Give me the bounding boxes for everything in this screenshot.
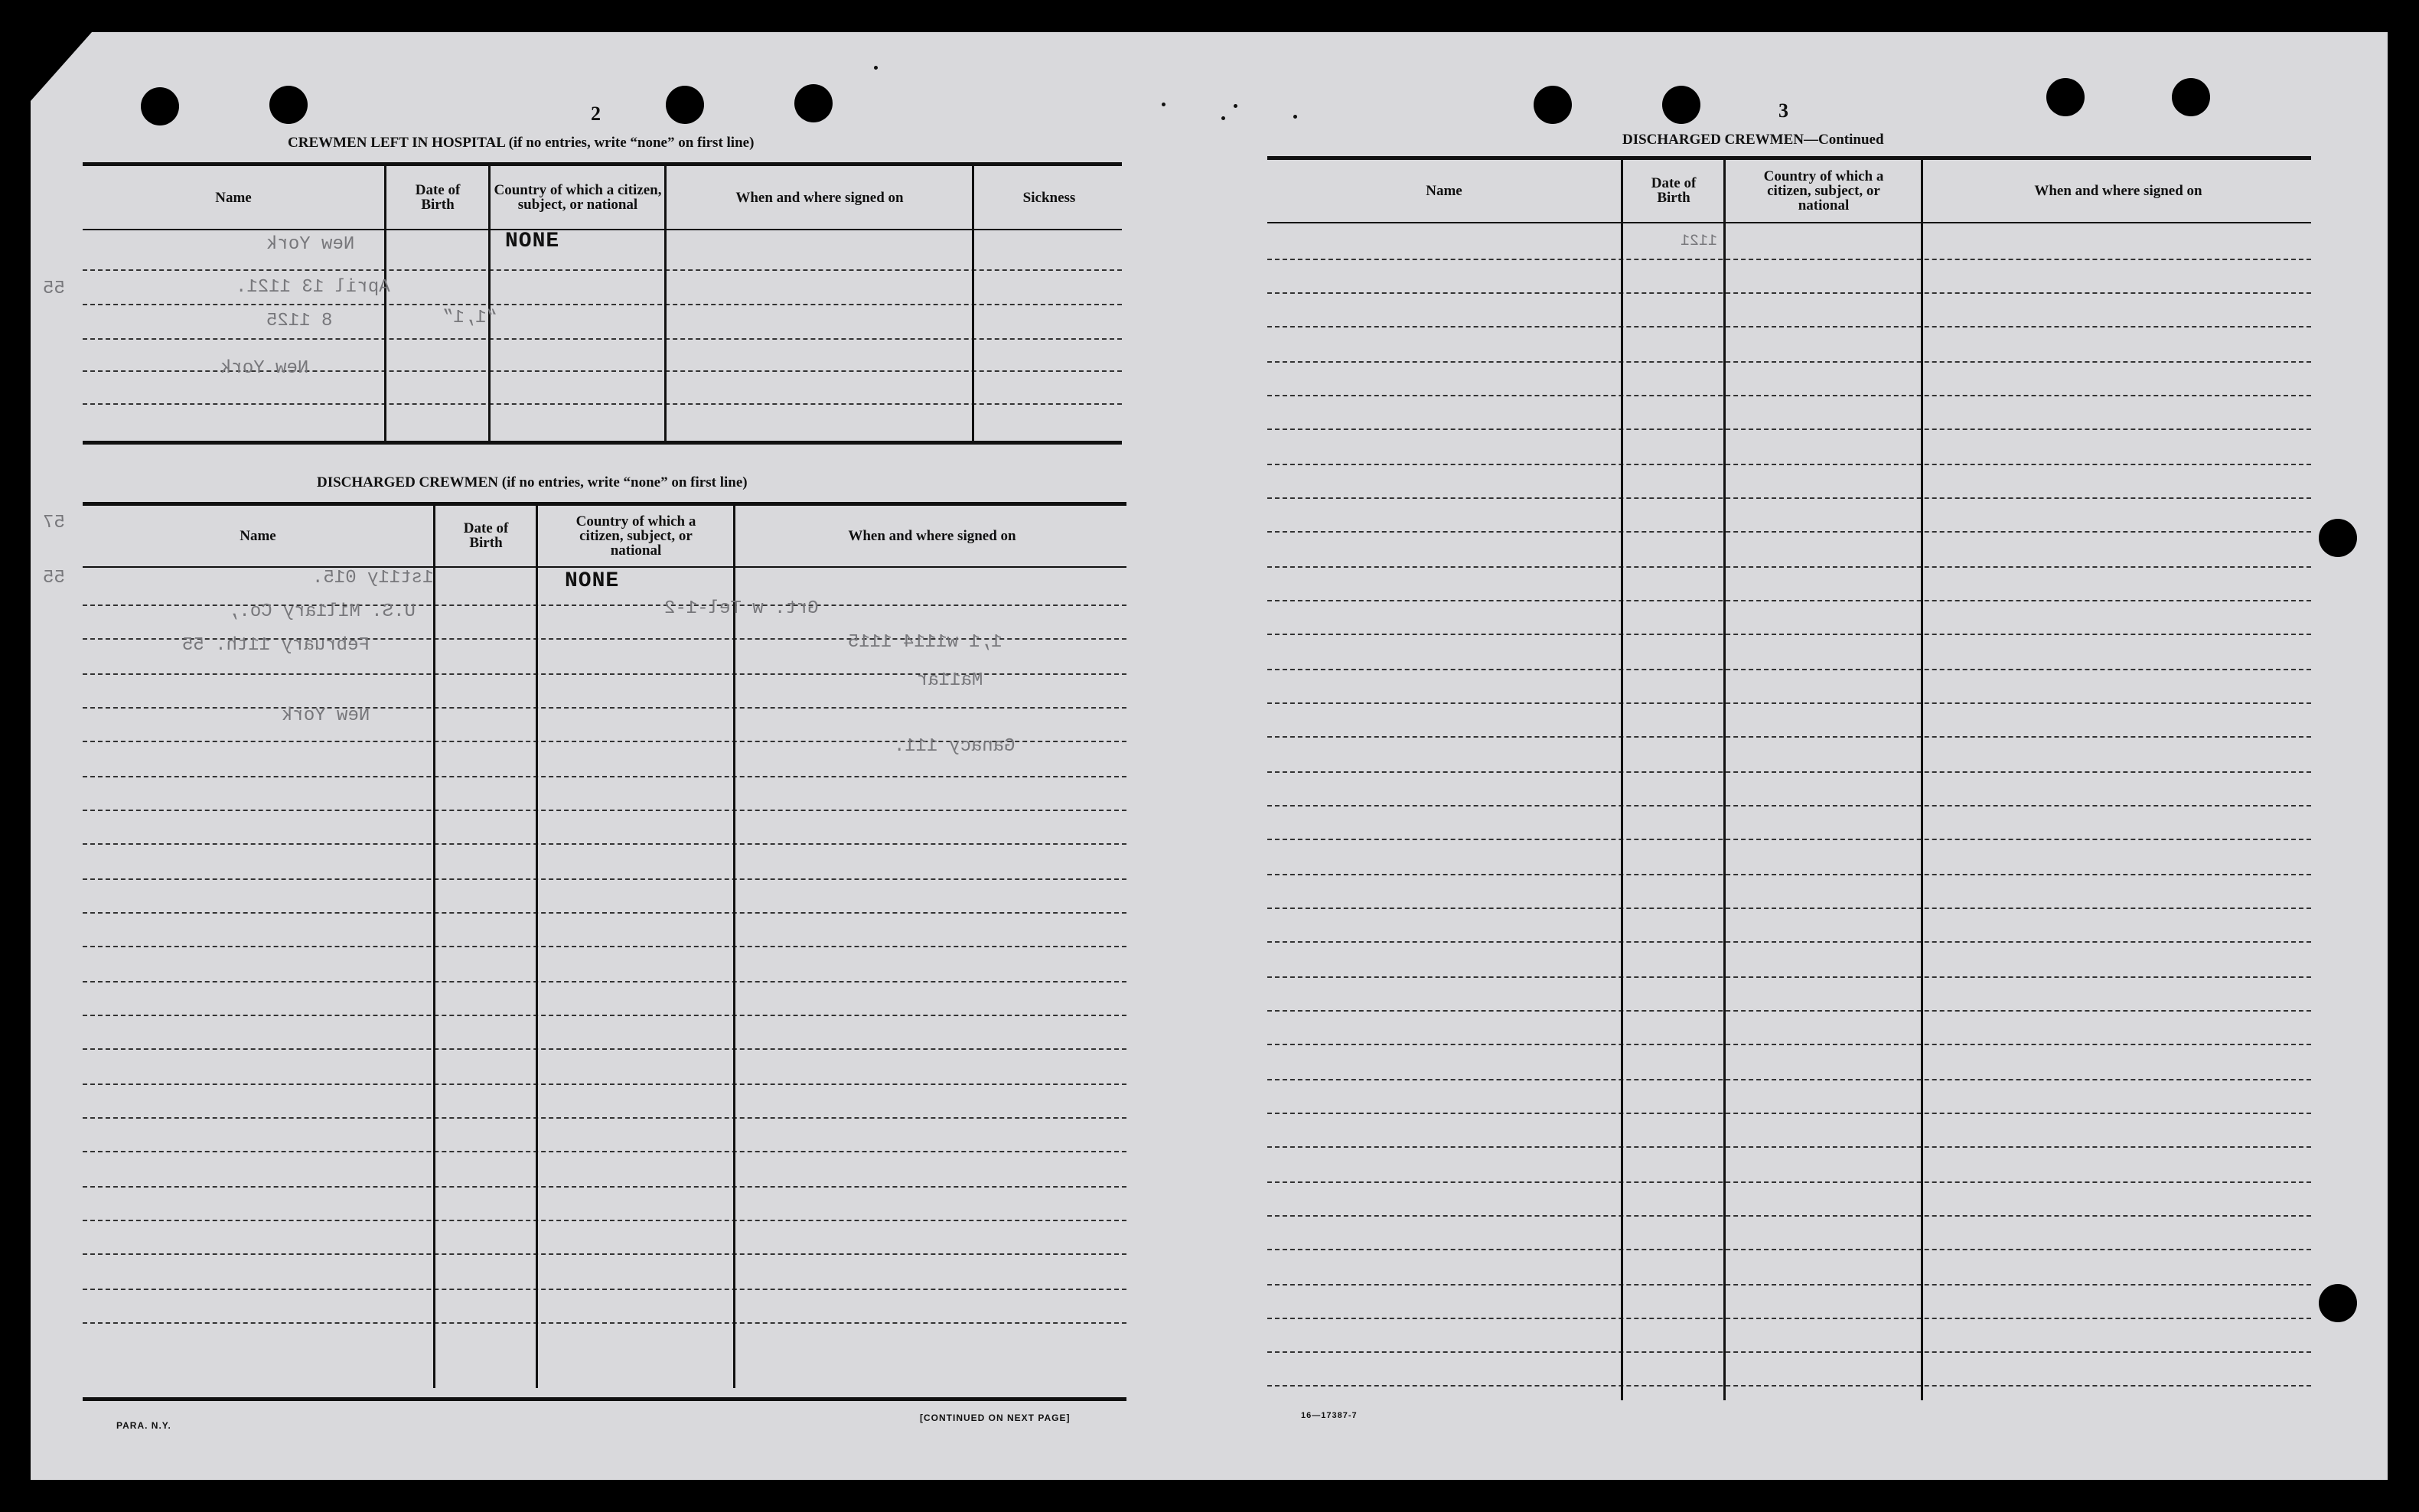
punch-hole (141, 87, 179, 125)
column-header-signed-on: When and where signed on (735, 189, 904, 206)
bleed-through-text: U.S. Mil1ary Co., (228, 601, 416, 622)
bleed-through-text: 1,1 w1114 1115 (848, 632, 1002, 653)
bleed-through-text: New York (282, 705, 370, 726)
punch-hole (1534, 86, 1572, 124)
hospital-section-title: CREWMEN LEFT IN HOSPITAL (if no entries, write “none” on first line) (288, 135, 755, 151)
punch-hole (269, 86, 308, 124)
column-header-country: Country of which a citizen, subject, or national (575, 513, 696, 559)
column-header-name: Name (215, 189, 252, 206)
bleed-through-text: Grt. w Tel-1-2 (664, 598, 819, 619)
punch-hole (2046, 78, 2085, 116)
column-header-name: Name (1426, 182, 1462, 199)
column-header-signed-on: When and where signed on (2034, 182, 2202, 199)
column-header-name: Name (240, 527, 276, 544)
bleed-through-text: “1,1” (442, 308, 498, 328)
bleed-through-text: April 13 1121. (236, 277, 390, 298)
discharged-table (43, 502, 1126, 1405)
punch-hole (2319, 519, 2357, 557)
bleed-through-text: New York (266, 234, 355, 255)
speck (1234, 104, 1237, 108)
bleed-through-text: Ma11ar (917, 670, 983, 691)
discharged-continued-title: DISCHARGED CREWMEN—Continued (1622, 132, 1884, 148)
margin-mark: 55 (43, 568, 65, 588)
punch-hole (666, 86, 704, 124)
folded-corner (31, 32, 92, 101)
column-header-country: Country of which a citizen, subject, or national (1763, 168, 1884, 213)
discharged-continued-table (1267, 156, 2311, 1411)
punch-hole (794, 84, 833, 122)
punch-hole (2172, 78, 2210, 116)
bleed-through-text: 1121 (1681, 233, 1718, 250)
bleed-through-text: New York (220, 358, 309, 379)
column-header-date-of-birth: Date of Birth (1651, 175, 1697, 206)
bleed-through-text: February 11th. 55 (182, 635, 370, 656)
none-stamp: NONE (505, 230, 560, 253)
page-number: 3 (1778, 99, 1788, 122)
column-header-signed-on: When and where signed on (848, 527, 1016, 544)
footer-printer-mark: PARA. N.Y. (116, 1420, 171, 1431)
footer-continued: [CONTINUED ON NEXT PAGE] (920, 1413, 1071, 1423)
bleed-through-text: 8 1125 (266, 311, 333, 331)
column-header-country: Country of which a citizen, subject, or national (494, 182, 662, 213)
bleed-through-text: 1st11y 015. (312, 568, 434, 588)
punch-hole (1662, 86, 1700, 124)
margin-mark: 57 (43, 513, 65, 533)
speck (874, 66, 878, 70)
speck (1221, 116, 1225, 120)
speck (1162, 103, 1165, 106)
column-header-sickness: Sickness (1022, 189, 1076, 206)
margin-mark: 55 (43, 279, 65, 299)
column-header-date-of-birth: Date of Birth (463, 520, 509, 551)
speck (1293, 115, 1297, 119)
hospital-table (43, 162, 1122, 447)
footer-form-number: 16—17387-7 (1301, 1411, 1358, 1420)
discharged-section-title: DISCHARGED CREWMEN (if no entries, write “none” on first line) (317, 474, 748, 490)
punch-hole (2319, 1284, 2357, 1322)
bleed-through-text: Ganacy 111. (894, 736, 1016, 757)
column-header-date-of-birth: Date of Birth (415, 182, 461, 213)
page-number: 2 (591, 103, 601, 125)
none-stamp: NONE (565, 569, 620, 593)
